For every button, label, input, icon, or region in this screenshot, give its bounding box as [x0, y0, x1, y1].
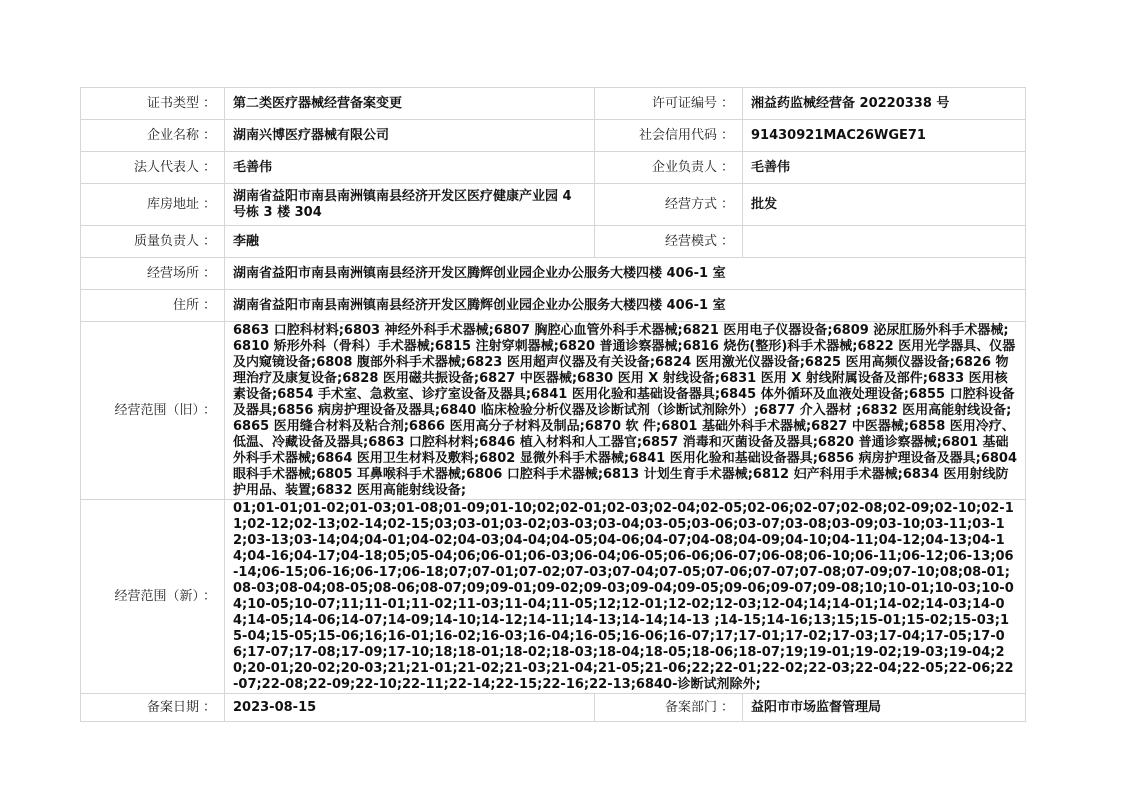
legal-rep-label: 法人代表人 ：: [81, 152, 225, 184]
quality-head-value: 李融: [225, 226, 595, 258]
scope-new-label: 经营范围（新） ：: [81, 500, 225, 694]
row-scope-new: [81, 500, 1026, 694]
business-mode-value: [743, 226, 1026, 258]
principal-value: 毛善伟: [743, 152, 1026, 184]
scope-new-value: 01;01-01;01-02;01-03;01-08;01-09;01-10;02;02-01;02-03;02-04;02-05;02-06;02-07;02-08;02-09;02-10;02-11;02-12;02-13;02-14;02-15;03;03-01;03-02;03-03;03-04;03-05;03-06;03-07;03-08;03-09;03-10;03-11;03-12;03-13;03-14;04;04-01;04-02;04-03;04-04;04-05;04-06;04-07;04-08;04-09;04-10;04-11;04-12;04-13;04-14;04-16;04-17;04-18;05;05-04;06;06-01;06-03;06-04;06-05;06-06;06-07;06-08;06-10;06-11;06-12;06-13;06-14;06-15;06-16;06-17;06-18;07;07-01;07-02;07-03;07-04;07-05;07-06;07-07;07-08;07-09;07-10;08;08-01;08-03;08-04;08-05;08-06;08-07;09;09-01;09-02;09-03;09-04;09-05;09-06;09-07;09-08;10;10-01;10-03;10-04;10-05;10-07;11;11-01;11-02;11-03;11-04;11-05;12;12-01;12-02;12-03;12-04;14;14-01;14-02;14-03;14-04;14-05;14-06;14-07;14-09;14-10;14-12;14-11;14-13;14-14;14-13 ;14-15;14-16;13;15;15-01;15-02;15-03;15-04;15-05;15-06;16;16-01;16-02;16-03;16-04;16-05;16-06;16-07;17;17-01;17-02;17-03;17-04;17-05;17-06;17-07;17-08;17-09;17-10;18;18-01;18-02;18-03;18-04;18-05;18-06;18-07;19;19-01;19-02;19-03;19-04;20;20-01;20-02;20-03;21;21-01;21-02;21-03;21-04;21-05;21-06;22;22-01;22-02;22-03;22-04;22-05;22-06;22-07;22-08;22-09;22-10;22-11;22-14;22-15;22-16;22-13;6840-诊断试剂除外;: [225, 500, 1026, 694]
license-no-value: 湘益药监械经营备 20220338 号: [743, 88, 1026, 120]
quality-head-label: 质量负责人 ：: [81, 226, 225, 258]
row-filing: [81, 694, 1026, 722]
row-residence: [81, 290, 1026, 322]
row-quality-head: [81, 226, 1026, 258]
business-method-label: 经营方式 ：: [595, 184, 743, 226]
filing-record-table: [80, 87, 1026, 722]
residence-label: 住所 ：: [81, 290, 225, 322]
credit-code-label: 社会信用代码 ：: [595, 120, 743, 152]
legal-rep-value: 毛善伟: [225, 152, 595, 184]
row-scope-old: [81, 322, 1026, 500]
row-company: [81, 120, 1026, 152]
credit-code-value: 91430921MAC26WGE71: [743, 120, 1026, 152]
filing-dept-value: 益阳市市场监督管理局: [743, 694, 1026, 722]
principal-label: 企业负责人 ：: [595, 152, 743, 184]
scope-old-label: 经营范围（旧） ：: [81, 322, 225, 500]
cert-type-label: 证书类型 ：: [81, 88, 225, 120]
residence-value: 湖南省益阳市南县南洲镇南县经济开发区腾辉创业园企业办公服务大楼四楼 406-1 室: [225, 290, 1026, 322]
premises-value: 湖南省益阳市南县南洲镇南县经济开发区腾辉创业园企业办公服务大楼四楼 406-1 室: [225, 258, 1026, 290]
row-legal-rep: [81, 152, 1026, 184]
row-premises: [81, 258, 1026, 290]
premises-label: 经营场所 ：: [81, 258, 225, 290]
row-warehouse: [81, 184, 1026, 226]
filing-date-value: 2023-08-15: [225, 694, 595, 722]
scope-old-value: 6863 口腔科材料;6803 神经外科手术器械;6807 胸腔心血管外科手术器械;6821 医用电子仪器设备;6809 泌尿肛肠外科手术器械;6810 矫形外科（骨科）手术器械;6815 注射穿刺器械;6820 普通诊察器械;6816 烧伤(整形)科手术器械;6822 医用光学器具、仪器及内窥镜设备;6808 腹部外科手术器械;6823 医用超声仪器及有关设备;6824 医用激光仪器设备;6825 医用高频仪器设备;6826 物理治疗及康复设备;6828 医用磁共振设备;6827 中医器械;6830 医用 X 射线设备;6831 医用 X 射线附属设备及部件;6833 医用核素设备;6854 手术室、急救室、诊疗室设备及器具;6841 医用化验和基础设备器具;6845 体外循环及血液处理设备;6855 口腔科设备及器具;6856 病房护理设备及器具;6840 临床检验分析仪器及诊断试剂（诊断试剂除外）;6877 介入器材 ;6832 医用高能射线设备;6865 医用缝合材料及粘合剂;6866 医用高分子材料及制品;6870 软 件;6801 基础外科手术器械;6827 中医器械;6858 医用冷疗、低温、冷藏设备及器具;6863 口腔科材料;6846 植入材料和人工器官;6857 消毒和灭菌设备及器具;6820 普通诊察器械;6801 基础外科手术器械;6864 医用卫生材料及敷料;6802 显微外科手术器械;6841 医用化验和基础设备器具;6856 病房护理设备及器具;6804 眼科手术器械;6805 耳鼻喉科手术器械;6806 口腔科手术器械;6813 计划生育手术器械;6812 妇产科用手术器械;6834 医用射线防护用品、装置;6832 医用高能射线设备;: [225, 322, 1026, 500]
warehouse-label: 库房地址 ：: [81, 184, 225, 226]
filing-dept-label: 备案部门 ：: [595, 694, 743, 722]
cert-type-value: 第二类医疗器械经营备案变更: [225, 88, 595, 120]
filing-date-label: 备案日期 ：: [81, 694, 225, 722]
license-no-label: 许可证编号 ：: [595, 88, 743, 120]
warehouse-value: 湖南省益阳市南县南洲镇南县经济开发区医疗健康产业园 4 号栋 3 楼 304: [225, 184, 595, 226]
business-mode-label: 经营模式 ：: [595, 226, 743, 258]
business-method-value: 批发: [743, 184, 1026, 226]
company-label: 企业名称 ：: [81, 120, 225, 152]
row-cert-type: [81, 88, 1026, 120]
company-value: 湖南兴博医疗器械有限公司: [225, 120, 595, 152]
